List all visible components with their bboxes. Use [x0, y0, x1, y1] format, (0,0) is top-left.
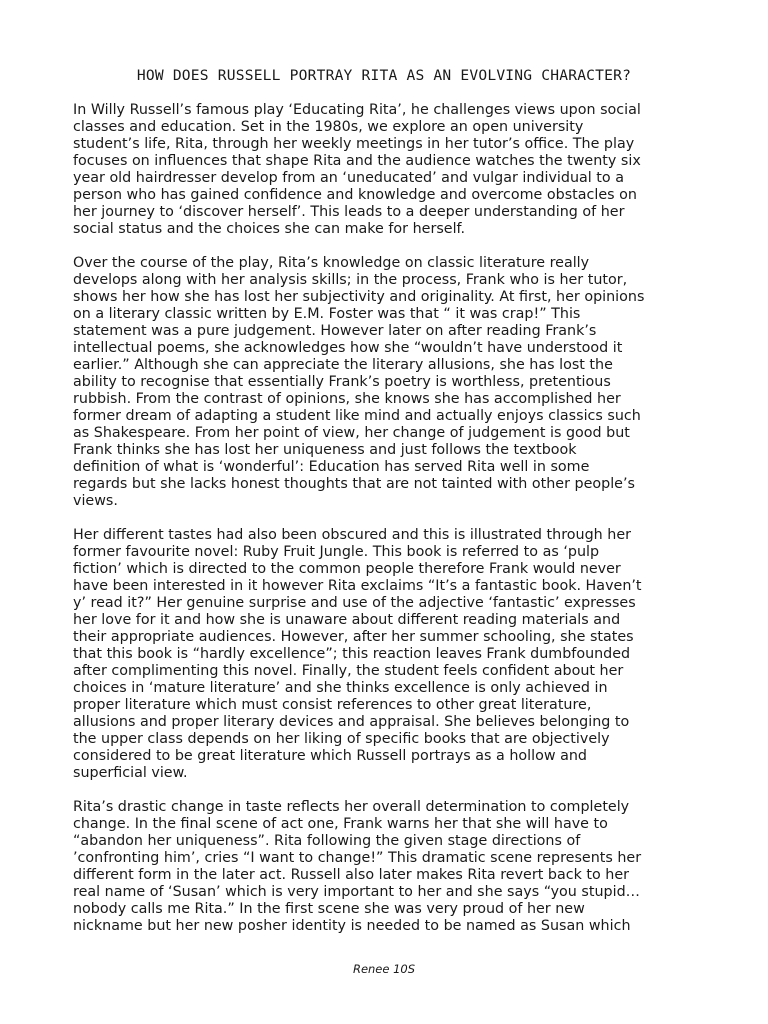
text-line: nickname but her new posher identity is needed to be named as Susan which: [73, 918, 631, 934]
text-line: nobody calls me Rita.” In the first scene she was very proud of her new: [73, 901, 585, 917]
text-line: choices in ‘mature literature’ and she thinks excellence is only achieved in: [73, 680, 608, 696]
text-line: classes and education. Set in the 1980s, we explore an open university: [73, 119, 584, 135]
text-line: their appropriate audiences. However, after her summer schooling, she states: [73, 629, 634, 645]
paragraph: [73, 799, 713, 935]
text-line: allusions and proper literary devices and appraisal. She believes belonging to: [73, 714, 630, 730]
text-line: views.: [73, 493, 118, 509]
text-line: on a literary classic written by E.M. Foster was that “ it was crap!” This: [73, 306, 581, 322]
text-line: “abandon her uniqueness”. Rita following the given stage directions of: [73, 833, 581, 849]
text-line: develops along with her analysis skills; in the process, Frank who is her tutor,: [73, 272, 628, 288]
text-line: Over the course of the play, Rita’s knowledge on classic literature really: [73, 255, 590, 271]
paragraph: [73, 527, 713, 782]
paragraph: [73, 102, 713, 238]
text-line: change. In the final scene of act one, Frank warns her that she will have to: [73, 816, 608, 832]
essay-body: [73, 102, 713, 952]
text-line: Rita’s drastic change in taste reflects her overall determination to completely: [73, 799, 630, 815]
text-line: considered to be great literature which Russell portrays as a hollow and: [73, 748, 587, 764]
text-line: real name of ‘Susan’ which is very important to her and she says “you stupid…: [73, 884, 640, 900]
text-line: former dream of adapting a student like mind and actually enjoys classics such: [73, 408, 641, 424]
text-line: regards but she lacks honest thoughts that are not tainted with other people’s: [73, 476, 635, 492]
text-line: as Shakespeare. From her point of view, her change of judgement is good but: [73, 425, 630, 441]
text-line: have been interested in it however Rita exclaims “It’s a fantastic book. Haven’t: [73, 578, 642, 594]
paragraph: [73, 255, 713, 510]
text-line: definition of what is ‘wonderful’: Education has served Rita well in some: [73, 459, 590, 475]
text-line: her love for it and how she is unaware about different reading materials and: [73, 612, 621, 628]
text-line: social status and the choices she can make for herself.: [73, 221, 466, 237]
text-line: fiction’ which is directed to the common people therefore Frank would never: [73, 561, 621, 577]
text-line: her journey to ‘discover herself’. This leads to a deeper understanding of her: [73, 204, 625, 220]
text-line: focuses on influences that shape Rita and the audience watches the twenty six: [73, 153, 641, 169]
text-line: superficial view.: [73, 765, 188, 781]
text-line: former favourite novel: Ruby Fruit Jungle. This book is referred to as ‘pulp: [73, 544, 600, 560]
text-line: rubbish. From the contrast of opinions, she knows she has accomplished her: [73, 391, 621, 407]
text-line: intellectual poems, she acknowledges how she “wouldn’t have understood it: [73, 340, 623, 356]
text-line: person who has gained confidence and knowledge and overcome obstacles on: [73, 187, 637, 203]
text-line: year old hairdresser develop from an ‘uneducated’ and vulgar individual to a: [73, 170, 624, 186]
text-line: that this book is “hardly excellence”; this reaction leaves Frank dumbfounded: [73, 646, 631, 662]
text-line: In Willy Russell’s famous play ‘Educating Rita’, he challenges views upon social: [73, 102, 641, 118]
text-line: ’confronting him’, cries “I want to change!” This dramatic scene represents her: [73, 850, 642, 866]
text-line: after complimenting this novel. Finally, the student feels confident about her: [73, 663, 624, 679]
text-line: shows her how she has lost her subjectivity and originality. At first, her opinions: [73, 289, 645, 305]
text-line: proper literature which must consist references to other great literature,: [73, 697, 592, 713]
document-title: HOW DOES RUSSELL PORTRAY RITA AS AN EVOLVING CHARACTER?: [136, 67, 632, 84]
text-line: student’s life, Rita, through her weekly meetings in her tutor’s office. The play: [73, 136, 635, 152]
text-line: y’ read it?” Her genuine surprise and use of the adjective ‘fantastic’ expresses: [73, 595, 636, 611]
text-line: earlier.” Although she can appreciate the literary allusions, she has lost the: [73, 357, 613, 373]
text-line: the upper class depends on her liking of specific books that are objectively: [73, 731, 610, 747]
text-line: different form in the later act. Russell also later makes Rita revert back to her: [73, 867, 630, 883]
text-line: ability to recognise that essentially Frank’s poetry is worthless, pretentious: [73, 374, 611, 390]
page-footer: Renee 10S: [352, 962, 416, 976]
text-line: Frank thinks she has lost her uniqueness and just follows the textbook: [73, 442, 577, 458]
text-line: Her different tastes had also been obscured and this is illustrated through her: [73, 527, 631, 543]
text-line: statement was a pure judgement. However later on after reading Frank’s: [73, 323, 597, 339]
